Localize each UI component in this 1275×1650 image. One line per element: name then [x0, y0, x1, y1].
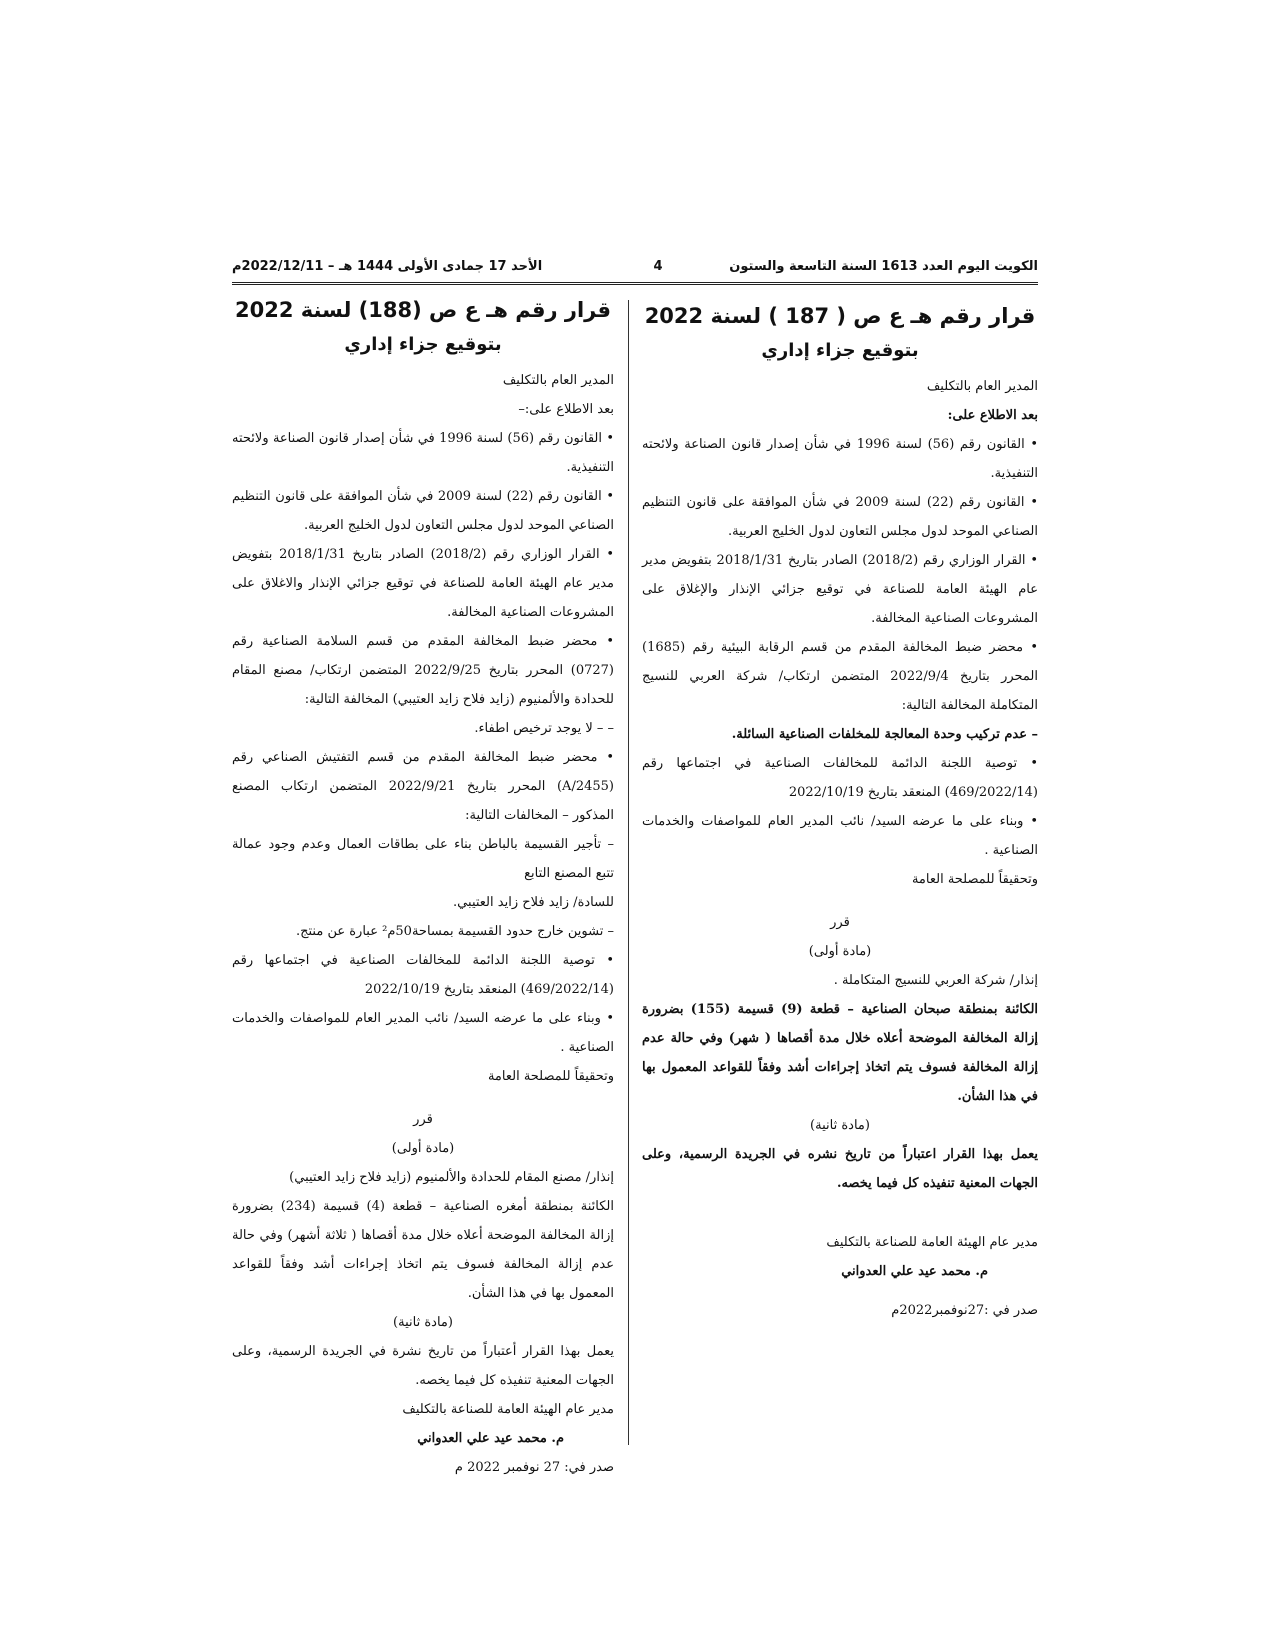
signature-name: م. محمد عيد علي العدواني [417, 1431, 564, 1446]
article1-subject: إنذار/ شركة العربي للنسيج المتكاملة . [833, 973, 1038, 988]
column-divider [628, 300, 629, 1445]
list-item: • القرار الوزاري رقم (2018/2) الصادر بتاريخ 2018/1/31 بتفويض مدير عام الهيئة العامة للصناعة في توقيع جزائي الإنذار والإغلاق على المشروعات الصناعية المخالفة. [642, 553, 1038, 626]
list-item: – – لا يوجد ترخيص اطفاء. [474, 721, 614, 736]
article1-body: الكائنة بمنطقة صبحان الصناعية – قطعة (9) قسيمة (155) بضرورة إزالة المخالفة الموضحة أعلاه خلال مدة أقصاها ( شهر) وفي حالة عدم إزالة المخالفة فسوف يتم اتخاذ إجراءات أشد وفقاً للقواعد المعمول بها في هذا الشأن. [642, 1002, 1039, 1104]
list-item: • القانون رقم (56) لسنة 1996 في شأن إصدار قانون الصناعة ولائحته التنفيذية. [232, 431, 615, 475]
running-header [232, 254, 1038, 280]
list-item: • القانون رقم (22) لسنة 2009 في شأن الموافقة على قانون التنظيم الصناعي الموحد لدول مجلس التعاون لدول الخليج العربية. [232, 489, 615, 533]
decision-subtitle: بتوقيع جزاء إداري [761, 340, 919, 361]
decision-188 [232, 292, 614, 1482]
article2-body: يعمل بهذا القرار اعتباراً من تاريخ نشره في الجريدة الرسمية، وعلى الجهات المعنية تنفيذه كل فيما يخصه. [642, 1147, 1038, 1191]
article2-heading: (مادة ثانية) [393, 1315, 453, 1330]
list-item: • توصية اللجنة الدائمة للمخالفات الصناعية في اجتماعها رقم (469/2022/14) المنعقد بتاريخ 2022/10/19 [232, 953, 614, 997]
public-interest: وتحقيقاً للمصلحة العامة [487, 1069, 614, 1084]
decision-187 [642, 298, 1038, 1325]
list-item: – تأجير القسيمة بالباطن بناء على بطاقات العمال وعدم وجود عمالة تتبع المصنع التابع [232, 837, 614, 881]
article2-body: يعمل بهذا القرار أعتباراً من تاريخ نشرة في الجريدة الرسمية، وعلى الجهات المعنية تنفيذه كل فيما يخصه. [232, 1344, 614, 1388]
list-item: • توصية اللجنة الدائمة للمخالفات الصناعية في اجتماعها رقم (469/2022/14) المنعقد بتاريخ 2022/10/19 [642, 756, 1038, 800]
list-item: – عدم تركيب وحدة المعالجة للمخلفات الصناعية السائلة. [731, 727, 1038, 742]
decision-subtitle: بتوقيع جزاء إداري [344, 334, 502, 355]
decided-heading: قرر [413, 1112, 433, 1127]
article1-heading: (مادة أولى) [808, 944, 872, 959]
page-number: 4 [653, 259, 663, 274]
article1-heading: (مادة أولى) [391, 1141, 455, 1156]
issuer: المدير العام بالتكليف [502, 373, 614, 388]
decision-title: قرار رقم هـ ع ص (188) لسنة 2022 [235, 298, 611, 322]
header-date: الأحد 17 جمادى الأولى 1444 هـ – 2022/12/11م [232, 259, 543, 274]
list-item: – تشوين خارج حدود القسيمة بمساحة50م² عبارة عن منتج. [295, 924, 614, 939]
intro: بعد الاطلاع على:– [518, 402, 614, 417]
issuer: المدير العام بالتكليف [926, 379, 1038, 394]
list-item: • القرار الوزاري رقم (2018/2) الصادر بتاريخ 2018/1/31 بتفويض مدير عام الهيئة العامة للصناعة في توقيع جزائي الإنذار والاغلاق على المشروعات الصناعية المخالفة. [232, 547, 614, 620]
header-rule [232, 282, 1038, 285]
intro: بعد الاطلاع على: [947, 408, 1038, 423]
list-item: • محضر ضبط المخالفة المقدم من قسم السلامة الصناعية رقم (0727) المحرر بتاريخ 2022/9/25 المتضمن ارتكاب/ مصنع المقام للحدادة والألمنيوم (زايد فلاح زايد العتيبي) المخالفة التالية: [232, 634, 614, 707]
header-publication: الكويت اليوم العدد 1613 السنة التاسعة والستون [729, 259, 1038, 274]
list-item: • وبناء على ما عرضه السيد/ نائب المدير العام للمواصفات والخدمات الصناعية . [232, 1011, 614, 1055]
list-item: للسادة/ زايد فلاح زايد العتيبي. [453, 895, 614, 910]
issue-date: صدر في :27نوفمبر2022م [891, 1303, 1038, 1318]
list-item: • وبناء على ما عرضه السيد/ نائب المدير العام للمواصفات والخدمات الصناعية . [642, 814, 1038, 858]
article1-body: الكائنة بمنطقة أمغره الصناعية – قطعة (4) قسيمة (234) بضرورة إزالة المخالفة الموضحة أعلاه خلال مدة أقصاها ( ثلاثة أشهر) وفي حالة عدم إزالة المخالفة فسوف يتم اتخاذ إجراءات أشد وفقاً للقواعد المعمول بها في هذا الشأن. [232, 1199, 614, 1301]
list-item: • القانون رقم (22) لسنة 2009 في شأن الموافقة على قانون التنظيم الصناعي الموحد لدول مجلس التعاون لدول الخليج العربية. [642, 495, 1038, 539]
signature-name: م. محمد عيد علي العدواني [841, 1264, 988, 1279]
article1-subject: إنذار/ مصنع المقام للحدادة والألمنيوم (زايد فلاح زايد العتيبي) [289, 1170, 614, 1185]
list-item: • محضر ضبط المخالفة المقدم من قسم الرقابة البيئية رقم (1685) المحرر بتاريخ 2022/9/4 المتضمن ارتكاب/ شركة العربي للنسيج المتكاملة المخالفة التالية: [642, 640, 1038, 713]
signature-title: مدير عام الهيئة العامة للصناعة بالتكليف [826, 1235, 1038, 1250]
article2-heading: (مادة ثانية) [810, 1118, 870, 1133]
issue-date: صدر في: 27 نوفمبر 2022 م [454, 1460, 614, 1475]
decision-title: قرار رقم هـ ع ص ( 187 ) لسنة 2022 [644, 304, 1036, 328]
list-item: • القانون رقم (56) لسنة 1996 في شأن إصدار قانون الصناعة ولائحته التنفيذية. [642, 437, 1038, 481]
public-interest: وتحقيقاً للمصلحة العامة [911, 872, 1038, 887]
signature-title: مدير عام الهيئة العامة للصناعة بالتكليف [402, 1402, 614, 1417]
decided-heading: قرر [830, 915, 850, 930]
list-item: • محضر ضبط المخالفة المقدم من قسم التفتيش الصناعي رقم (2455/A) المحرر بتاريخ 2022/9/21 المتضمن ارتكاب المصنع المذكور – المخالفات التالية: [232, 750, 614, 823]
